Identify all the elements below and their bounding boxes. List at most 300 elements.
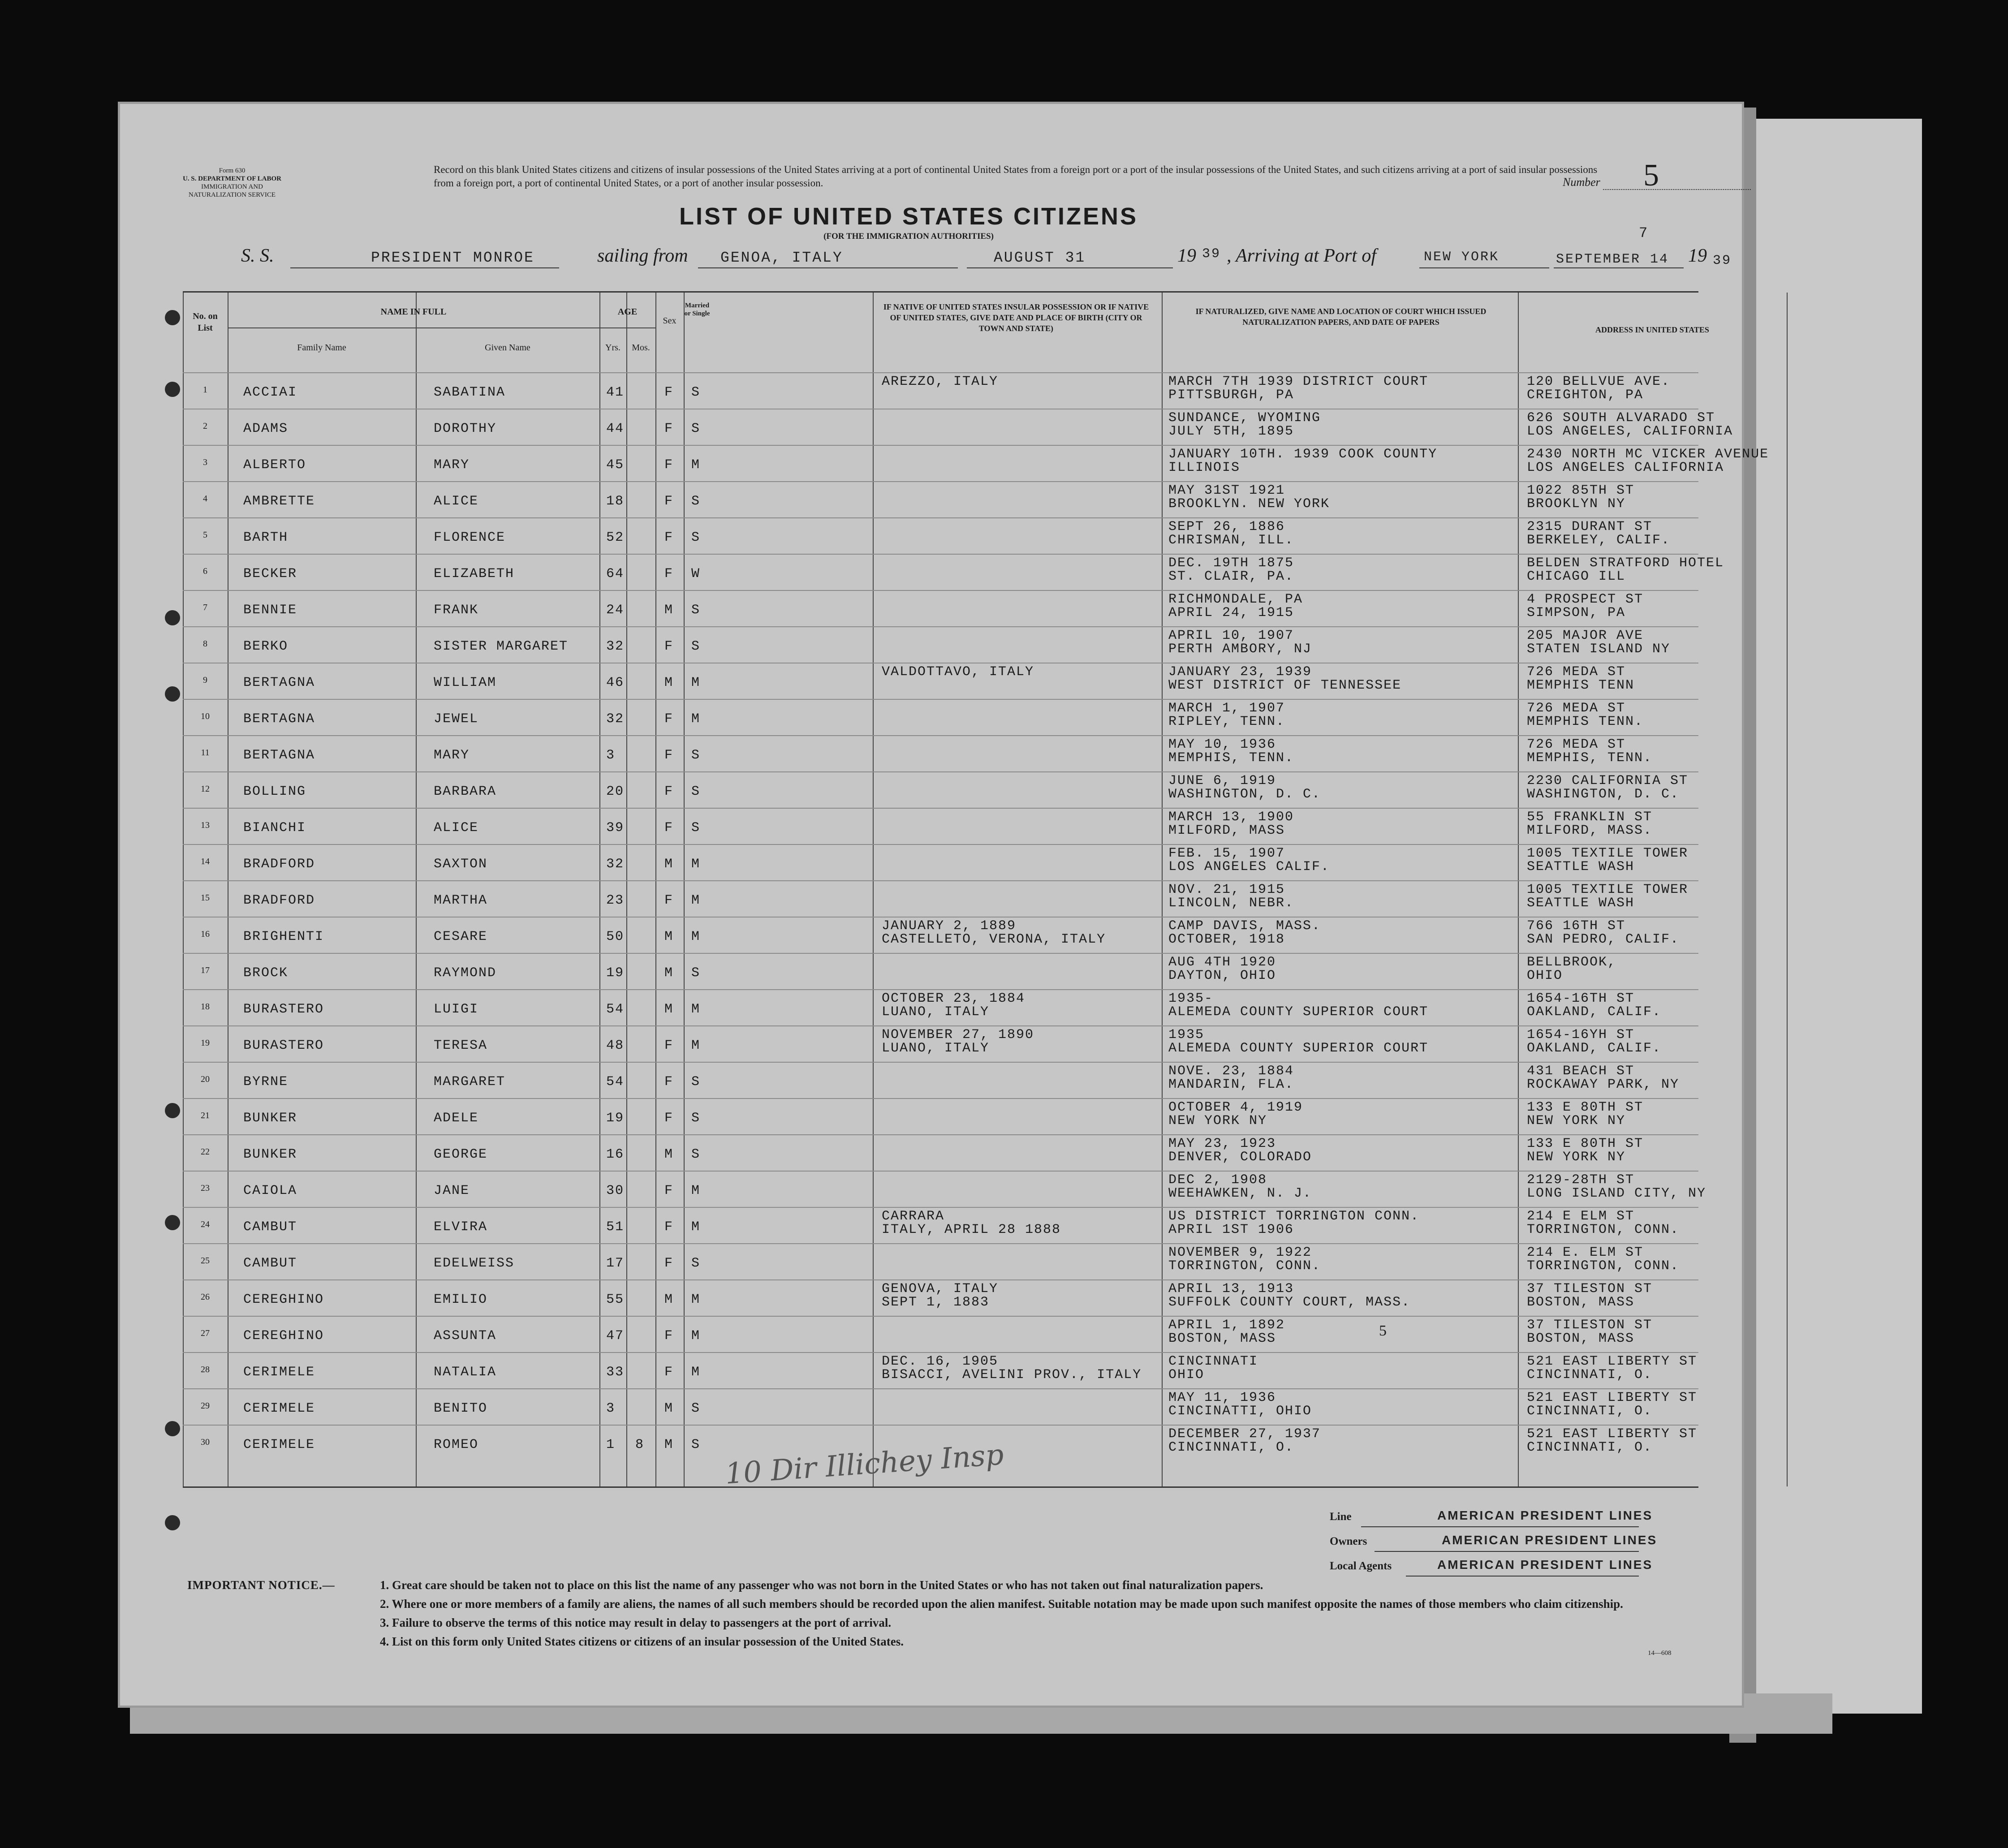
sex: M	[664, 675, 674, 690]
age-months: 8	[635, 1437, 645, 1452]
sex: M	[664, 1147, 674, 1162]
family-name: CAMBUT	[243, 1219, 297, 1235]
family-name: CAIOLA	[243, 1183, 297, 1198]
inspector-signature: 10 Dir Illichey Insp	[724, 1438, 1005, 1491]
form-id	[174, 167, 290, 199]
naturalization-line-2: MEMPHIS, TENN.	[1168, 750, 1294, 766]
year-prefix: 19	[1177, 246, 1196, 266]
naturalization-line-1: OCTOBER 4, 1919	[1168, 1100, 1303, 1115]
marital-status: S	[691, 748, 701, 763]
given-name: TERESA	[434, 1038, 488, 1053]
number-label: Number	[1563, 176, 1600, 189]
table-row	[183, 445, 1769, 482]
address-line-2: TORRINGTON, CONN.	[1527, 1258, 1680, 1274]
address-line-1: 2129-28TH ST	[1527, 1172, 1635, 1188]
address-line-2: NEW YORK NY	[1527, 1150, 1626, 1165]
marital-status: M	[691, 1328, 701, 1344]
table-row	[183, 844, 1698, 881]
address-line-1: 2230 CALIFORNIA ST	[1527, 773, 1689, 788]
header-marital: Married or Single	[684, 302, 710, 317]
form-dept: U. S. DEPARTMENT OF LABOR	[182, 175, 282, 182]
family-name: BRIGHENTI	[243, 929, 324, 944]
line-label: Line	[1330, 1511, 1352, 1523]
age-years: 51	[606, 1219, 625, 1235]
sex: M	[664, 857, 674, 872]
family-name: CERIMELE	[243, 1437, 315, 1452]
address-line-2: CINCINNATI, O.	[1527, 1404, 1653, 1419]
sex: M	[664, 1292, 674, 1307]
birth-line-1: GENOVA, ITALY	[882, 1281, 999, 1297]
naturalization-line-1: RICHMONDALE, PA	[1168, 592, 1303, 607]
table-row	[183, 517, 1698, 555]
row-number: 26	[201, 1292, 210, 1302]
row-number: 15	[201, 893, 210, 903]
table-row	[183, 1062, 1698, 1099]
stray-mark: 5	[1379, 1322, 1387, 1339]
row-number: 20	[201, 1074, 210, 1084]
age-years: 32	[606, 711, 625, 727]
form-number: Form 630	[219, 167, 246, 174]
address-line-1: 521 EAST LIBERTY ST	[1527, 1354, 1698, 1369]
age-years: 45	[606, 457, 625, 473]
given-name: ELIZABETH	[434, 566, 515, 582]
address-line-2: CINCINNATI, O.	[1527, 1440, 1653, 1455]
row-number: 19	[201, 1038, 210, 1048]
given-name: EDELWEISS	[434, 1256, 515, 1271]
naturalization-line-1: 1935-	[1168, 991, 1214, 1006]
given-name: FLORENCE	[434, 530, 506, 545]
age-years: 17	[606, 1256, 625, 1271]
naturalization-line-2: DENVER, COLORADO	[1168, 1150, 1312, 1165]
header-given: Given Name	[485, 343, 530, 353]
given-name: MARTHA	[434, 893, 488, 908]
back-sheet	[1738, 119, 1922, 1714]
age-years: 3	[606, 748, 616, 763]
marital-status: S	[691, 530, 701, 545]
table-row	[183, 1207, 1698, 1244]
marital-status: W	[691, 566, 701, 582]
given-name: MARY	[434, 457, 470, 473]
given-name: CESARE	[434, 929, 488, 944]
family-name: CEREGHINO	[243, 1292, 324, 1307]
family-name: CERIMELE	[243, 1401, 315, 1416]
address-line-1: 431 BEACH ST	[1527, 1064, 1635, 1079]
naturalization-line-2: CINCINNATI, O.	[1168, 1440, 1294, 1455]
given-name: JEWEL	[434, 711, 479, 727]
naturalization-line-1: 1935	[1168, 1027, 1205, 1042]
ship-name: PRESIDENT MONROE	[371, 250, 534, 266]
family-name: BERKO	[243, 639, 289, 654]
naturalization-line-1: NOVE. 23, 1884	[1168, 1064, 1294, 1079]
notice-item-1: 1. Great care should be taken not to place on this list the name of any passenger who was not born in the United States or who has not taken out final naturalization papers.	[380, 1578, 1263, 1592]
age-years: 44	[606, 421, 625, 436]
header-no: No. on List	[193, 311, 218, 333]
row-number: 18	[201, 1002, 210, 1012]
naturalization-line-1: NOVEMBER 9, 1922	[1168, 1245, 1312, 1260]
notice-item-3: 3. Failure to observe the terms of this notice may result in delay to passengers at the port of arrival.	[380, 1616, 892, 1629]
arrival-date: SEPTEMBER 14	[1556, 252, 1669, 267]
age-years: 39	[606, 820, 625, 836]
ss-label: S. S.	[241, 246, 274, 266]
naturalization-line-1: MAY 11, 1936	[1168, 1390, 1276, 1405]
row-number: 10	[201, 711, 210, 721]
naturalization-line-2: CINCINATTI, OHIO	[1168, 1404, 1312, 1419]
address-line-1: 55 FRANKLIN ST	[1527, 810, 1653, 825]
naturalization-line-2: DAYTON, OHIO	[1168, 968, 1276, 983]
agents-value: AMERICAN PRESIDENT LINES	[1437, 1558, 1653, 1572]
naturalization-line-1: JUNE 6, 1919	[1168, 773, 1276, 788]
address-line-2: CHICAGO ILL	[1527, 569, 1626, 584]
given-name: LUIGI	[434, 1002, 479, 1017]
address-line-2: MILFORD, MASS.	[1527, 823, 1653, 838]
birth-line-2: ITALY, APRIL 28 1888	[882, 1222, 1061, 1237]
departure-year: 39	[1202, 246, 1221, 262]
age-years: 50	[606, 929, 625, 944]
arrival-port: NEW YORK	[1424, 250, 1500, 265]
important-notice	[187, 1576, 1711, 1651]
notice-item-4: 4. List on this form only United States citizens or citizens of an insular possession of the United States.	[380, 1635, 904, 1648]
naturalization-line-1: MAY 31ST 1921	[1168, 483, 1285, 498]
owners-underline	[1375, 1551, 1639, 1552]
given-name: FRANK	[434, 603, 479, 618]
birth-line-2: LUANO, ITALY	[882, 1041, 990, 1056]
marital-status: S	[691, 965, 701, 981]
naturalization-line-2: JULY 5TH, 1895	[1168, 424, 1294, 439]
row-number: 8	[203, 639, 207, 649]
address-line-1: 4 PROSPECT ST	[1527, 592, 1644, 607]
row-number: 6	[203, 566, 207, 576]
marital-status: M	[691, 1292, 701, 1307]
sailing-from-label: sailing from	[597, 246, 688, 266]
naturalization-line-2: WASHINGTON, D. C.	[1168, 787, 1321, 802]
age-years: 3	[606, 1401, 616, 1416]
family-name: AMBRETTE	[243, 494, 315, 509]
marital-status: M	[691, 1183, 701, 1198]
naturalization-line-1: DECEMBER 27, 1937	[1168, 1426, 1321, 1442]
given-name: SAXTON	[434, 857, 488, 872]
header-name: NAME IN FULL	[380, 307, 447, 317]
family-name: BIANCHI	[243, 820, 306, 836]
binder-hole	[165, 1421, 180, 1436]
family-name: BRADFORD	[243, 857, 315, 872]
family-name: ADAMS	[243, 421, 289, 436]
sex: F	[664, 1219, 674, 1235]
address-line-2: LONG ISLAND CITY, NY	[1527, 1186, 1706, 1201]
sex: F	[664, 784, 674, 799]
family-name: BUNKER	[243, 1147, 297, 1162]
number-value: 5	[1643, 158, 1659, 193]
given-name: BENITO	[434, 1401, 488, 1416]
marital-status: M	[691, 929, 701, 944]
table-row	[183, 626, 1698, 663]
marital-status: M	[691, 1002, 701, 1017]
address-line-2: STATEN ISLAND NY	[1527, 642, 1671, 657]
family-name: BERTAGNA	[243, 748, 315, 763]
table-row	[183, 771, 1698, 809]
row-number: 7	[203, 603, 207, 612]
sex: F	[664, 1256, 674, 1271]
naturalization-line-2: ST. CLAIR, PA.	[1168, 569, 1294, 584]
sex: F	[664, 566, 674, 582]
age-years: 24	[606, 603, 625, 618]
family-name: BERTAGNA	[243, 711, 315, 727]
age-years: 33	[606, 1365, 625, 1380]
notice-item-2: 2. Where one or more members of a family are aliens, the names of all such members should be recorded upon the alien manifest. Suitable notation may be made upon such manifest opposite the names of those members who claim citizenship.	[380, 1597, 1623, 1611]
given-name: JANE	[434, 1183, 470, 1198]
table-row	[183, 1134, 1698, 1172]
address-line-1: 1654-16TH ST	[1527, 991, 1635, 1006]
address-line-1: 2430 NORTH MC VICKER AVENUE	[1527, 447, 1769, 462]
marital-status: S	[691, 784, 701, 799]
age-years: 52	[606, 530, 625, 545]
address-line-1: 1005 TEXTILE TOWER	[1527, 846, 1689, 861]
birth-line-1: NOVEMBER 27, 1890	[882, 1027, 1034, 1042]
address-line-1: 626 SOUTH ALVARADO ST	[1527, 410, 1715, 426]
naturalization-line-2: MILFORD, MASS	[1168, 823, 1285, 838]
marital-status: S	[691, 1074, 701, 1090]
sex: F	[664, 385, 674, 400]
header-birth: IF NATIVE OF UNITED STATES INSULAR POSSESSION OR IF NATIVE OF UNITED STATES, GIVE DATE AND PLACE OF BIRTH (CITY OR TOWN AND STATE)	[883, 302, 1149, 333]
address-line-2: OAKLAND, CALIF.	[1527, 1004, 1662, 1020]
marital-status: M	[691, 711, 701, 727]
binder-hole	[165, 1515, 180, 1530]
family-name: BOLLING	[243, 784, 306, 799]
header-family: Family Name	[297, 343, 346, 353]
table-row	[183, 554, 1724, 591]
address-line-1: 1654-16YH ST	[1527, 1027, 1635, 1042]
sex: F	[664, 711, 674, 727]
naturalization-line-2: BROOKLYN. NEW YORK	[1168, 496, 1330, 512]
given-name: RAYMOND	[434, 965, 497, 981]
row-number: 29	[201, 1401, 210, 1411]
row-number: 25	[201, 1256, 210, 1266]
naturalization-line-2: APRIL 24, 1915	[1168, 605, 1294, 620]
naturalization-line-1: MAY 10, 1936	[1168, 737, 1276, 752]
address-line-1: 37 TILESTON ST	[1527, 1281, 1653, 1297]
marital-status: S	[691, 385, 701, 400]
sex: M	[664, 1002, 674, 1017]
naturalization-line-2: RIPLEY, TENN.	[1168, 714, 1285, 729]
naturalization-line-2: WEEHAWKEN, N. J.	[1168, 1186, 1312, 1201]
family-name: BARTH	[243, 530, 289, 545]
age-years: 41	[606, 385, 625, 400]
table-row	[183, 953, 1698, 990]
address-line-1: 133 E 80TH ST	[1527, 1100, 1644, 1115]
age-years: 64	[606, 566, 625, 582]
marital-status: M	[691, 1365, 701, 1380]
age-years: 18	[606, 494, 625, 509]
age-years: 19	[606, 1111, 625, 1126]
given-name: NATALIA	[434, 1365, 497, 1380]
address-line-1: BELLBROOK,	[1527, 955, 1617, 970]
age-years: 32	[606, 857, 625, 872]
age-years: 47	[606, 1328, 625, 1344]
row-number: 4	[203, 494, 207, 504]
birth-line-2: SEPT 1, 1883	[882, 1295, 990, 1310]
arrival-port-underline	[1419, 267, 1549, 268]
naturalization-line-1: MARCH 1, 1907	[1168, 701, 1285, 716]
given-name: MARGARET	[434, 1074, 506, 1090]
naturalization-line-2: OCTOBER, 1918	[1168, 932, 1285, 947]
marital-status: M	[691, 1219, 701, 1235]
address-line-2: MEMPHIS TENN	[1527, 678, 1635, 693]
owners-label: Owners	[1330, 1535, 1367, 1547]
row-number: 1	[203, 385, 207, 395]
table-row	[183, 409, 1733, 446]
sex: F	[664, 494, 674, 509]
age-years: 54	[606, 1002, 625, 1017]
naturalization-line-1: APRIL 13, 1913	[1168, 1281, 1294, 1297]
naturalization-line-1: CINCINNATI	[1168, 1354, 1258, 1369]
sex: F	[664, 639, 674, 654]
family-name: BUNKER	[243, 1111, 297, 1126]
address-line-1: 521 EAST LIBERTY ST	[1527, 1390, 1698, 1405]
given-name: GEORGE	[434, 1147, 488, 1162]
address-line-1: 133 E 80TH ST	[1527, 1136, 1644, 1151]
address-line-2: SEATTLE WASH	[1527, 859, 1635, 874]
naturalization-line-1: MARCH 7TH 1939 DISTRICT COURT	[1168, 374, 1429, 389]
address-line-2: BOSTON, MASS	[1527, 1295, 1635, 1310]
naturalization-line-2: OHIO	[1168, 1367, 1205, 1383]
family-name: BYRNE	[243, 1074, 289, 1090]
birth-line-1: AREZZO, ITALY	[882, 374, 999, 389]
address-line-1: 521 EAST LIBERTY ST	[1527, 1426, 1698, 1442]
table-row	[183, 590, 1698, 627]
row-number: 21	[201, 1111, 210, 1120]
print-code: 14—608	[1648, 1650, 1672, 1657]
page-subtitle: (FOR THE IMMIGRATION AUTHORITIES)	[823, 232, 994, 241]
header-subdivider	[228, 327, 599, 328]
address-line-2: LOS ANGELES, CALIFORNIA	[1527, 424, 1733, 439]
family-name: BERTAGNA	[243, 675, 315, 690]
row-number: 24	[201, 1219, 210, 1229]
given-name: ROMEO	[434, 1437, 479, 1452]
address-line-2: BROOKLYN NY	[1527, 496, 1626, 512]
given-name: BARBARA	[434, 784, 497, 799]
marital-status: S	[691, 1401, 701, 1416]
naturalization-line-2: ALEMEDA COUNTY SUPERIOR COURT	[1168, 1004, 1429, 1020]
owners-value: AMERICAN PRESIDENT LINES	[1442, 1533, 1658, 1547]
marital-status: S	[691, 1437, 701, 1452]
table-row	[183, 372, 1698, 409]
table-row	[183, 1171, 1706, 1208]
number-underline	[1603, 189, 1751, 190]
sex: F	[664, 820, 674, 836]
arrival-year: 39	[1713, 253, 1732, 268]
given-name: SISTER MARGARET	[434, 639, 569, 654]
address-line-2: MEMPHIS, TENN.	[1527, 750, 1653, 766]
address-line-1: 214 E ELM ST	[1527, 1209, 1635, 1224]
address-line-1: 120 BELLVUE AVE.	[1527, 374, 1671, 389]
family-name: ACCIAI	[243, 385, 297, 400]
arrival-day-note: 7	[1639, 225, 1649, 241]
naturalization-line-1: AUG 4TH 1920	[1168, 955, 1276, 970]
birth-line-2: BISACCI, AVELINI PROV., ITALY	[882, 1367, 1142, 1383]
sex: F	[664, 1074, 674, 1090]
address-line-1: 1022 85TH ST	[1527, 483, 1635, 498]
naturalization-line-1: CAMP DAVIS, MASS.	[1168, 918, 1321, 934]
given-name: DOROTHY	[434, 421, 497, 436]
row-number: 22	[201, 1147, 210, 1157]
address-line-2: SIMPSON, PA	[1527, 605, 1626, 620]
sex: M	[664, 603, 674, 618]
age-years: 1	[606, 1437, 616, 1452]
address-line-1: 2315 DURANT ST	[1527, 519, 1653, 534]
binder-hole	[165, 610, 180, 625]
naturalization-line-2: APRIL 1ST 1906	[1168, 1222, 1294, 1237]
birth-line-2: LUANO, ITALY	[882, 1004, 990, 1020]
header-age: AGE	[617, 307, 638, 317]
sex: F	[664, 421, 674, 436]
sex: F	[664, 457, 674, 473]
table-row	[183, 735, 1698, 772]
binder-hole	[165, 382, 180, 397]
line-value: AMERICAN PRESIDENT LINES	[1437, 1508, 1653, 1522]
row-number: 16	[201, 929, 210, 939]
age-years: 48	[606, 1038, 625, 1053]
marital-status: S	[691, 603, 701, 618]
age-years: 54	[606, 1074, 625, 1090]
naturalization-line-2: LINCOLN, NEBR.	[1168, 896, 1294, 911]
header-subdivider	[599, 327, 655, 328]
family-name: BENNIE	[243, 603, 297, 618]
naturalization-line-1: MARCH 13, 1900	[1168, 810, 1294, 825]
row-number: 27	[201, 1328, 210, 1338]
sex: F	[664, 1111, 674, 1126]
naturalization-line-1: SEPT 26, 1886	[1168, 519, 1285, 534]
header-yrs: Yrs.	[605, 343, 620, 353]
manifest-page	[120, 104, 1769, 1706]
row-number: 11	[201, 748, 210, 758]
table-row	[183, 1388, 1698, 1426]
birth-line-1: DEC. 16, 1905	[882, 1354, 999, 1369]
naturalization-line-2: NEW YORK NY	[1168, 1113, 1267, 1129]
address-line-1: 766 16TH ST	[1527, 918, 1626, 934]
age-years: 16	[606, 1147, 625, 1162]
naturalization-line-1: JANUARY 23, 1939	[1168, 664, 1312, 680]
naturalization-line-2: WEST DISTRICT OF TENNESSEE	[1168, 678, 1402, 693]
departure-date: AUGUST 31	[994, 250, 1086, 266]
given-name: EMILIO	[434, 1292, 488, 1307]
table-row	[183, 808, 1698, 845]
sex: M	[664, 965, 674, 981]
given-name: ELVIRA	[434, 1219, 488, 1235]
header-sex: Sex	[663, 316, 677, 326]
age-years: 32	[606, 639, 625, 654]
address-line-2: TORRINGTON, CONN.	[1527, 1222, 1680, 1237]
naturalization-line-2: PERTH AMBORY, NJ	[1168, 642, 1312, 657]
table-row	[183, 663, 1698, 700]
given-name: ALICE	[434, 820, 479, 836]
row-number: 5	[203, 530, 207, 540]
address-line-1: 205 MAJOR AVE	[1527, 628, 1644, 643]
family-name: BRADFORD	[243, 893, 315, 908]
family-name: CAMBUT	[243, 1256, 297, 1271]
binder-hole	[165, 1215, 180, 1230]
marital-status: S	[691, 421, 701, 436]
sex: F	[664, 530, 674, 545]
given-name: ADELE	[434, 1111, 479, 1126]
table-row	[183, 989, 1698, 1026]
row-number: 9	[203, 675, 207, 685]
naturalization-line-1: NOV. 21, 1915	[1168, 882, 1285, 897]
table-row	[183, 1279, 1698, 1317]
table-row	[183, 1352, 1698, 1389]
address-line-1: 726 MEDA ST	[1527, 701, 1626, 716]
address-line-2: WASHINGTON, D. C.	[1527, 787, 1680, 802]
table-row	[183, 1316, 1698, 1353]
naturalization-line-1: US DISTRICT TORRINGTON CONN.	[1168, 1209, 1420, 1224]
